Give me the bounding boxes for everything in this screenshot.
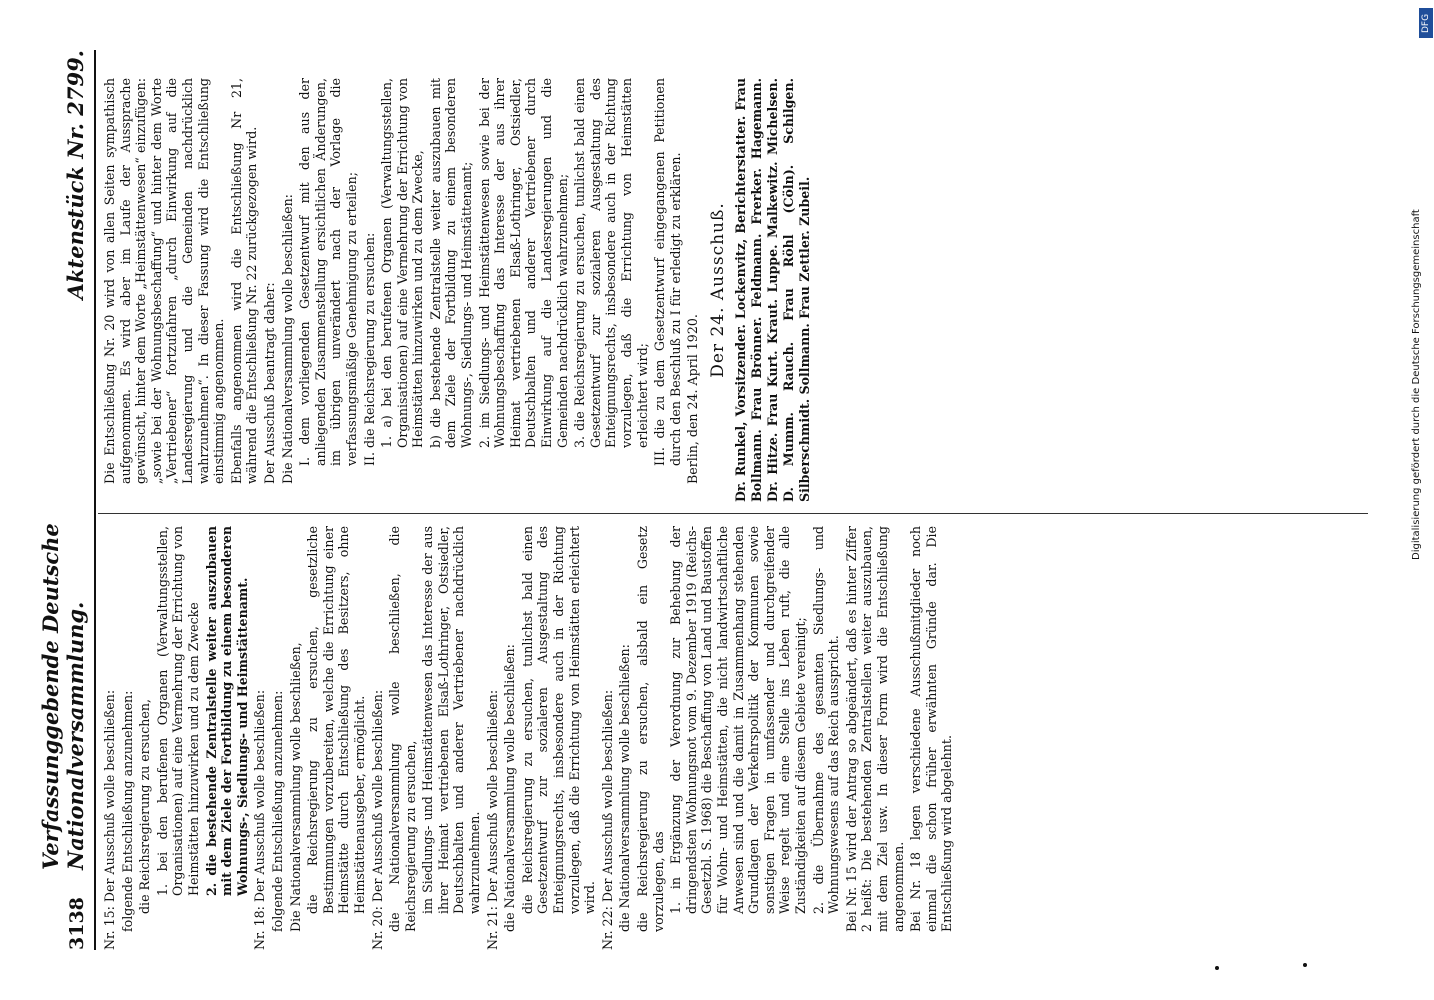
list-item: 1. bei den berufenen Organen (Verwaltungsstellen, Organisationen) auf eine Vermehrung der Errichtung von Heimstätten hinzuwirken und zu dem Zwecke [154,526,201,896]
paragraph: die Reichsregierung zu ersuchen, gesetzliche Bestimmungen vorzubereiten, welche die Errichtung einer Heimstätte durch Entschließung des Besitzers, ohne Heimstättenausgeber, ermöglicht. [305,526,367,914]
list-item: I. dem vorliegenden Gesetzentwurf mit den aus der anliegenden Zusammenstellung ersichtlichen Änderungen, im übrigen unverändert nach der Vorlage die verfassungsmäßige Genehmigung zu erteilen; [297,78,359,466]
committee-heading: Der 24. Ausschuß. [707,202,728,378]
paragraph: die Reichsregierung zu ersuchen, tunlichst bald einen Gesetzentwurf zur sozialeren Ausgestaltung des Enteignungsrechts, insbesondere auch in der Richtung vorzulegen, daß die Errichtung von Heimstätten erleichtert wird. [519,526,598,914]
date-line: Berlin, den 24. April 1920. [685,314,701,484]
list-item: II. die Reichsregierung zu ersuchen: [361,232,377,466]
digitization-credit: Digitalisierung gefördert durch die Deutsche Forschungsgemeinschaft [1411,209,1422,560]
document-page [38,50,1380,950]
paragraph: die Nationalversammlung wolle beschließen: [502,644,518,932]
list-item: 1. in Ergänzung der Verordnung zur Behebung der dringendsten Wohnungsnot vom 9. Dezember 1919 (Reichs-Gesetzbl. S. 1968) die Beschaffung von Land und Baustoffen für Wohn- und Heimstätten, die nicht landwirtschaftliche Anwesen sind und die damit in Zusammenhang stehenden Grundlagen der Verkehrspolitik der Kommunen sowie sonstigen Fragen in umfassender und durchgreifender Weise regelt und eine Stelle ins Leben ruft, die alle Zuständigkeiten auf diesem Gebiete vereinigt; [668,526,808,914]
scan-speck [1215,966,1219,970]
list-item: III. die zu dem Gesetzentwurf eingegangenen Petitionen durch den Beschluß zu I für erledigt zu erklären. [652,78,683,466]
paragraph: folgende Entschließung anzunehmen: [269,690,285,932]
list-item: 2. im Siedlungs- und Heimstättenwesen sowie bei der Wohnungsbeschaffung das Interesse der aus ihrer Heimat vertriebenen Elsaß-Lothringer, Ostsiedler, Deutschbalten und anderer Vertriebener durch Einwirkung auf die Landesregierungen und die Gemeinden nachdrücklich wahrzunehmen; [476,78,570,448]
paragraph: im Siedlungs- und Heimstättenwesen das Interesse der aus ihrer Heimat vertriebenen Elsaß-Lothringer, Ostsiedler, Deutschbalten und anderer Vertriebener nachdrücklich wahrzunehmen. [420,526,483,914]
paragraph: Bei Nr. 18 legen verschiedene Ausschußmitglieder noch einmal die schon früher erwähnten Gründe dar. Die Entschließung wird abgelehnt. [908,526,955,932]
paragraph: Die Nationalversammlung wolle beschließen, [287,642,303,932]
scan-speck [1303,963,1307,967]
list-item: b) die bestehende Zentralstelle weiter auszubauen mit dem Ziele der Fortbildung zu einem besonderen Wohnungs-, Siedlungs- und Heimstättenamt; [427,78,475,448]
paragraph: Bei Nr. 15 wird der Antrag so abgeändert, daß es hinter Ziffer 2 heißt: Die bestehenden Zentralstellen weiter auszubauen, mit dem Ziel usw. In dieser Form wird die Entschließung angenommen. [843,526,906,932]
paragraph: Nr. 21: Der Ausschuß wolle beschließen: [484,689,500,950]
page-number: 3138 [66,897,88,950]
paragraph: die Reichsregierung zu ersuchen, alsbald ein Gesetz vorzulegen, das [635,526,666,932]
paragraph: Nr. 22: Der Ausschuß wolle beschließen: [599,689,615,950]
left-column [102,526,1372,950]
list-item: 1. a) bei den berufenen Organen (Verwaltungsstellen, Organisationen) auf eine Vermehrung der Errichtung von Heimstätten hinzuwirken und zu dem Zwecke, [379,78,426,448]
paragraph: die Reichsregierung zu ersuchen, [137,699,153,914]
paragraph: die Nationalversammlung wolle beschließen, die Reichsregierung zu ersuchen, [387,526,418,932]
paragraph: Nr. 20: Der Ausschuß wolle beschließen: [369,689,385,950]
paragraph: folgende Entschließung anzunehmen: [119,690,135,932]
column-divider [98,513,1368,514]
page-header [38,50,96,950]
list-item: 3. die Reichsregierung zu ersuchen, tunlichst bald einen Gesetzentwurf zur sozialeren Ausgestaltung des Enteignungsrechts, insbesondere auch in der Richtung vorzulegen, daß die Errichtung von Heimstätten erleichtert wird; [572,78,650,448]
right-column [102,78,1372,502]
paragraph: Ebenfalls angenommen wird die Entschließung Nr 21, während die Entschließung Nr. 22 zurückgezogen wird. [228,78,260,484]
paragraph: Die Nationalversammlung wolle beschließen: [279,194,295,484]
signature-list: Dr. Runkel, Vorsitzender. Lockenvitz, Berichterstatter. Frau Bollmann. Frau Brönner. Feldmann. Frerker. Hagemann. Dr. Hitze. Frau Kurt. Kraut. Luppe. Malkewitz. Michelsen. D. Mumm. Rauch. Frau Röhl (Cöln). Schilgen. Silberschmidt. Sollmann. Frau Zettler. Zubeil. [732,78,812,502]
paragraph: Die Entschließung Nr. 20 wird von allen Seiten sympathisch aufgenommen. Es wird aber im Laufe der Aussprache gewünscht, hinter dem Worte „Heimstättenwesen“ einzufügen: „sowie bei der Wohnungsbeschaffung“ und hinter dem Worte „Vertriebener“ fortzufahren „durch Einwirkung auf die Landesregierung und die Gemeinden nachdrücklich wahrzunehmen“. In dieser Fassung wird die Entschließung einstimmig angenommen. [102,78,227,484]
dfg-logo: DFG [1419,8,1433,38]
page-title: Verfassunggebende Deutsche Nationalversammlung. [38,523,88,870]
paragraph: Der Ausschuß beantragt daher: [261,282,277,484]
list-item: 2. die bestehende Zentralstelle weiter auszubauen mit dem Ziele der Fortbildung zu einem besonderen Wohnungs-, Siedlungs- und Heimstättenamt. [203,526,250,896]
paragraph: Nr. 15: Der Ausschuß wolle beschließen: [102,689,117,950]
paragraph: die Nationalversammlung wolle beschließen: [617,644,633,932]
paragraph: Nr. 18: Der Ausschuß wolle beschließen: [252,689,268,950]
document-number: Aktenstück Nr. 2799. [63,50,88,300]
list-item: 2. die Übernahme des gesamten Siedlungs- und Wohnungswesens auf das Reich ausspricht. [810,526,842,914]
